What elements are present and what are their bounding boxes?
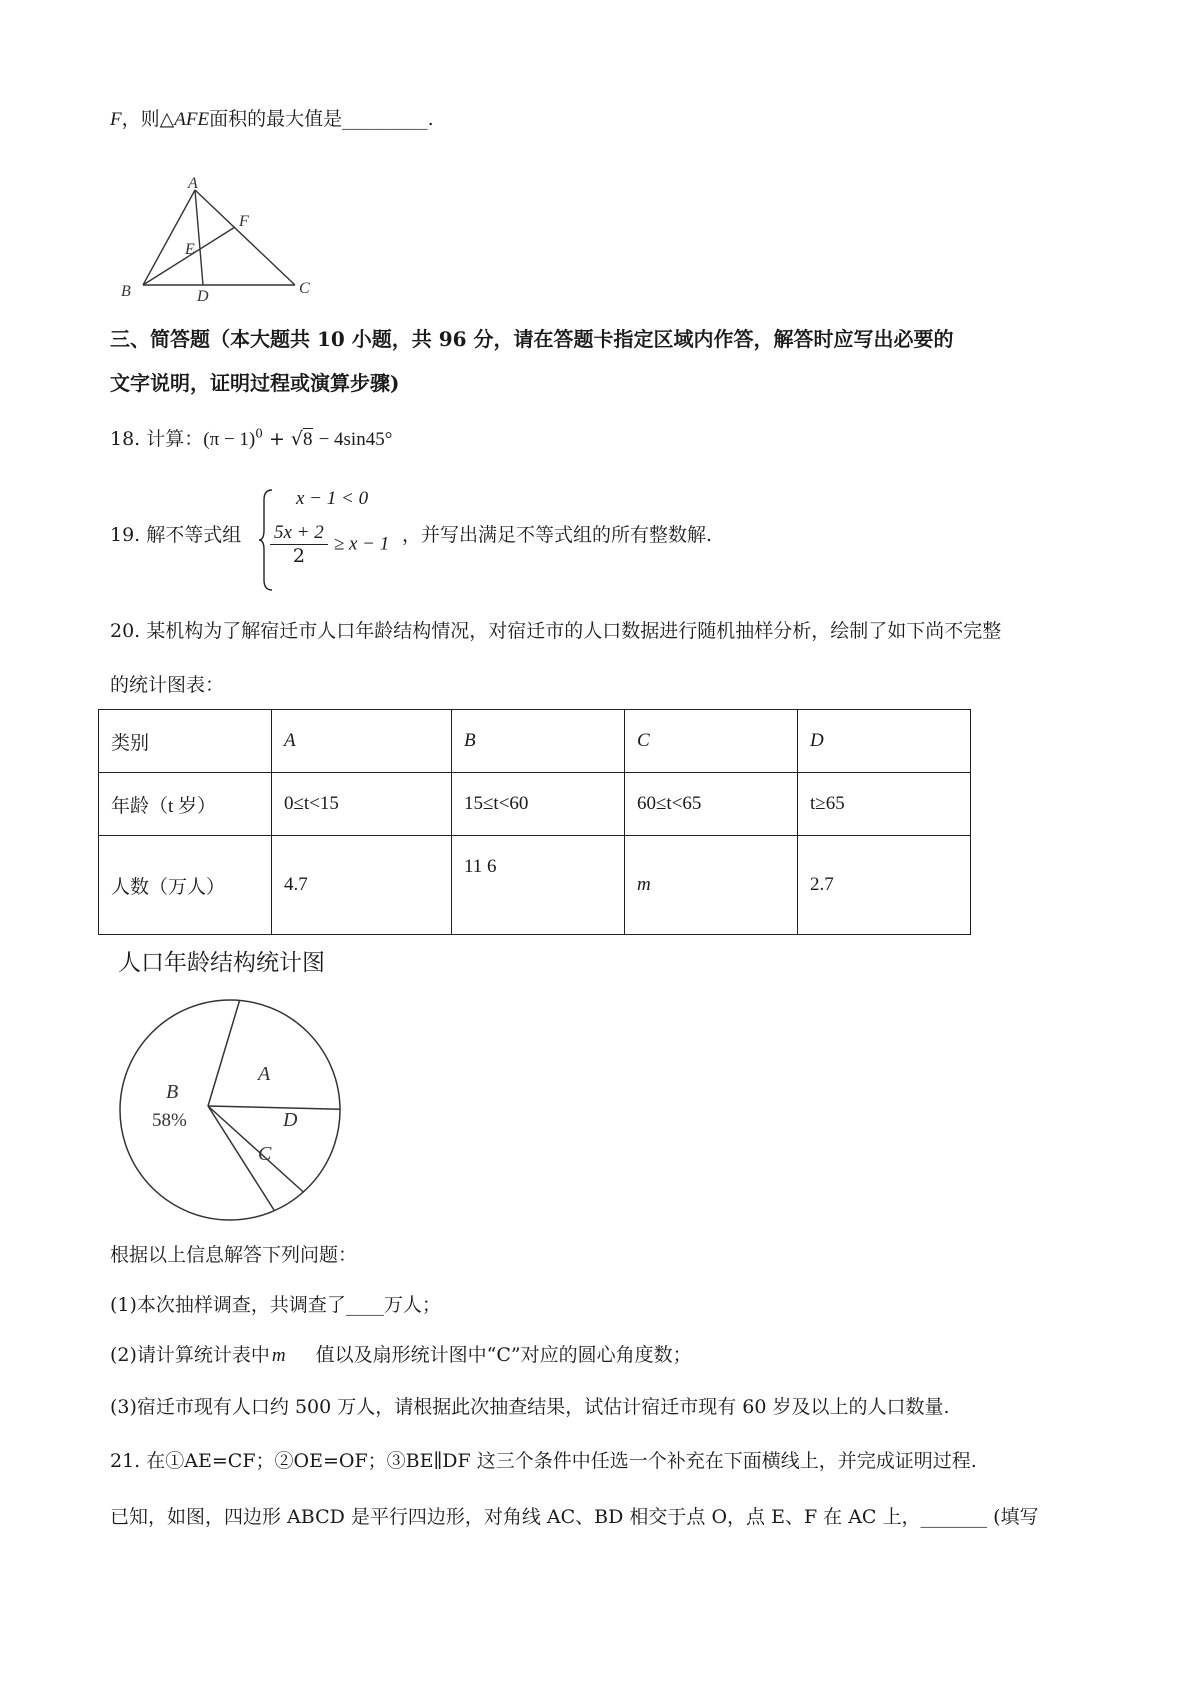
q19-post: ，并写出满足不等式组的所有整数解.: [402, 524, 713, 546]
table-cell: 2.7: [798, 836, 971, 935]
pie-slice-boundary-d: [208, 1106, 340, 1109]
triangle-figure: [115, 175, 325, 305]
q18-label: 计算：: [146, 428, 204, 450]
pie-chart: [110, 990, 350, 1230]
q20-sub3: (3)宿迁市现有人口约 500 万人，请根据此次抽查结果，试估计宿迁市现有 60 岁及以上的人口数量.: [110, 1396, 950, 1418]
q19-frac-numerator: 5x + 2: [270, 522, 328, 545]
table-cell: D: [798, 710, 971, 773]
q21-text-line1: 在①AE=CF；②OE=OF；③BE∥DF 这三个条件中任选一个补充在下面横线上，并完成证明过程.: [146, 1450, 977, 1472]
q17-mid: ，则△: [121, 108, 175, 130]
table-row: [99, 773, 971, 836]
pie-label-c: C: [258, 1143, 272, 1165]
q18-expr-pi: (π − 1): [203, 429, 256, 450]
q20-sub2-pre: (2)请计算统计表中: [110, 1344, 270, 1366]
pie-label-b: B: [166, 1081, 179, 1103]
q20-sub1-blank: ____: [345, 1294, 384, 1316]
q20-number: 20.: [110, 620, 141, 642]
q17-var-afe: AFE: [174, 109, 210, 130]
pie-label-a: A: [258, 1063, 271, 1085]
q18-number: 18.: [110, 428, 141, 450]
q20-sub2-post: 值以及扇形统计图中“C”对应的圆心角度数；: [315, 1344, 692, 1366]
table-row: [99, 836, 971, 935]
q19-ineq1: x − 1 < 0: [296, 488, 369, 509]
q21-line2-blank: _______: [920, 1506, 988, 1528]
q18-radicand: 8: [303, 429, 313, 450]
pie-slice-boundary-a: [208, 1000, 240, 1106]
label-c: C: [299, 280, 310, 297]
pie-label-b-pct: 58%: [152, 1110, 187, 1131]
table-cell: 60≤t<65: [625, 773, 798, 836]
segment-ac: [195, 190, 295, 285]
q17-var-f: F: [110, 109, 122, 130]
q19-fraction: [270, 522, 328, 567]
section3-heading-line2: 文字说明，证明过程或演算步骤): [110, 371, 400, 395]
table-cell: 类别: [99, 710, 272, 773]
table-cell: t≥65: [798, 773, 971, 836]
label-b: B: [121, 283, 131, 300]
q17-post: 面积的最大值是: [209, 108, 343, 130]
q19-label: 解不等式组: [146, 524, 242, 546]
q20-sub2: [110, 1340, 692, 1367]
stat-table: [98, 709, 971, 935]
table-cell: 4.7: [272, 836, 452, 935]
table-cell: B: [452, 710, 625, 773]
label-e: E: [185, 241, 195, 258]
segment-ad: [195, 190, 203, 285]
q19-number-label: [110, 520, 241, 547]
q21-line1: [110, 1446, 977, 1473]
label-a: A: [188, 175, 198, 192]
q19-frac-denominator: 2: [292, 545, 305, 567]
q19-ineq2: [270, 522, 389, 567]
q18-expr-sin: − 4sin45°: [318, 429, 393, 450]
segment-ab: [143, 190, 195, 285]
q17-end: .: [427, 108, 434, 130]
q20-line2: 的统计图表：: [110, 674, 225, 696]
table-cell: m: [625, 836, 798, 935]
table-cell: A: [272, 710, 452, 773]
q21-number: 21.: [110, 1450, 141, 1472]
pie-label-d: D: [283, 1109, 298, 1131]
label-d: D: [197, 288, 209, 305]
table-cell: 0≤t<15: [272, 773, 452, 836]
q20-sub1-post: 万人；: [383, 1294, 441, 1316]
chart-title: 人口年龄结构统计图: [118, 950, 325, 976]
table-row: [99, 710, 971, 773]
q20-sub1: [110, 1290, 441, 1317]
q20-sub1-pre: (1)本次抽样调查，共调查了: [110, 1294, 346, 1316]
q19-number: 19.: [110, 524, 141, 546]
q18-line: [110, 424, 392, 451]
table-cell: 11 6: [452, 836, 625, 935]
label-f: F: [239, 213, 249, 230]
table-cell: 15≤t<60: [452, 773, 625, 836]
q18-plus: +: [268, 428, 285, 450]
table-cell: 年龄（t 岁）: [99, 773, 272, 836]
q20-sub2-var: m: [271, 1345, 286, 1366]
q21-line2-post: (填写: [993, 1506, 1039, 1528]
q21-line2-pre: 已知，如图，四边形 ABCD 是平行四边形，对角线 AC、BD 相交于点 O，点 E、F 在 AC 上，: [110, 1506, 921, 1528]
table-cell: C: [625, 710, 798, 773]
q20-text-line1: 某机构为了解宿迁市人口年龄结构情况，对宿迁市的人口数据进行随机抽样分析，绘制了如下尚不完整: [146, 620, 1002, 642]
q20-line1: [110, 616, 1001, 643]
q20-prompt: 根据以上信息解答下列问题：: [110, 1244, 358, 1266]
q19-ineq2-rest: ≥ x − 1: [333, 533, 390, 555]
sqrt-symbol: √: [290, 428, 304, 450]
section3-heading-line1: 三、简答题（本大题共 10 小题，共 96 分，请在答题卡指定区域内作答，解答时应写出必要的: [110, 327, 954, 351]
q17-tail-line: [110, 104, 434, 131]
q18-exponent: 0: [255, 426, 263, 441]
table-cell: 人数（万人）: [99, 836, 272, 935]
q21-line2: [110, 1502, 1038, 1529]
q17-answer-blank: _________: [342, 108, 428, 130]
